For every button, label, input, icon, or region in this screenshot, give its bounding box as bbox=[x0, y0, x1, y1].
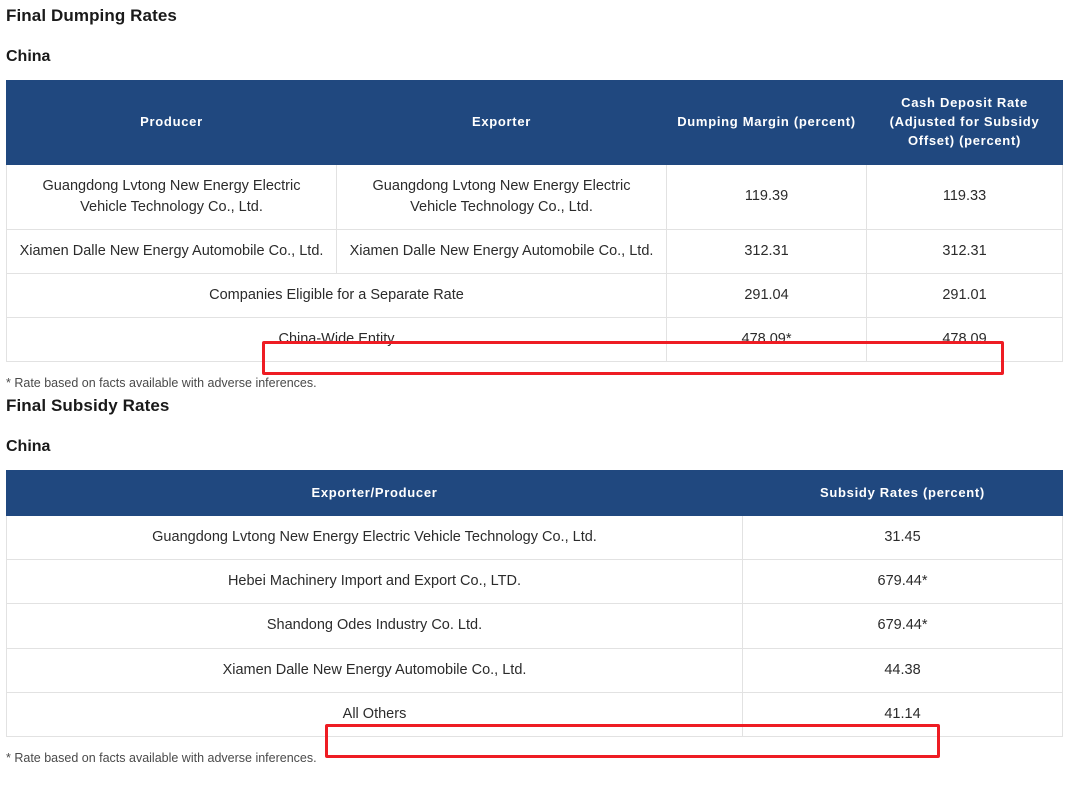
page-title-subsidy: Final Subsidy Rates bbox=[6, 395, 170, 415]
table-row bbox=[7, 648, 1063, 692]
table-row bbox=[7, 516, 1063, 560]
table-row bbox=[7, 560, 1063, 604]
cell-subsidy-rate: 679.44* bbox=[743, 560, 1063, 604]
cell-exporter-producer: Hebei Machinery Import and Export Co., LTD. bbox=[7, 560, 743, 604]
footnote-subsidy: * Rate based on facts available with adverse inferences. bbox=[6, 750, 317, 765]
cell-dumping-margin: 312.31 bbox=[667, 229, 867, 273]
table-row bbox=[7, 273, 1063, 317]
table-header-row bbox=[7, 470, 1063, 516]
cell-subsidy-rate: 41.14 bbox=[743, 692, 1063, 736]
table-row bbox=[7, 604, 1063, 648]
table-row bbox=[7, 164, 1063, 229]
cell-exporter: Guangdong Lvtong New Energy Electric Vehicle Technology Co., Ltd. bbox=[337, 164, 667, 229]
final-dumping-rates-table bbox=[6, 80, 1063, 362]
cell-producer: Guangdong Lvtong New Energy Electric Vehicle Technology Co., Ltd. bbox=[7, 164, 337, 229]
cell-cash-deposit-rate: 312.31 bbox=[867, 229, 1063, 273]
table-row bbox=[7, 229, 1063, 273]
cell-subsidy-rate: 31.45 bbox=[743, 516, 1063, 560]
footnote-dumping: * Rate based on facts available with adverse inferences. bbox=[6, 375, 317, 390]
cell-dumping-margin: 291.04 bbox=[667, 273, 867, 317]
cell-subsidy-rate: 679.44* bbox=[743, 604, 1063, 648]
cell-exporter-producer: Xiamen Dalle New Energy Automobile Co., Ltd. bbox=[7, 648, 743, 692]
table-row-all-others bbox=[7, 692, 1063, 736]
cell-cash-deposit-rate: 478.09 bbox=[867, 317, 1063, 361]
cell-exporter-producer: Guangdong Lvtong New Energy Electric Vehicle Technology Co., Ltd. bbox=[7, 516, 743, 560]
column-header-producer: Producer bbox=[7, 81, 337, 165]
cell-cash-deposit-rate: 119.33 bbox=[867, 164, 1063, 229]
cell-producer: Xiamen Dalle New Energy Automobile Co., Ltd. bbox=[7, 229, 337, 273]
cell-cash-deposit-rate: 291.01 bbox=[867, 273, 1063, 317]
column-header-exporter: Exporter bbox=[337, 81, 667, 165]
page-title-dumping: Final Dumping Rates bbox=[6, 6, 177, 25]
table-header-row bbox=[7, 81, 1063, 165]
column-header-cash-deposit-rate: Cash Deposit Rate (Adjusted for Subsidy Offset) (percent) bbox=[867, 81, 1063, 165]
country-heading-subsidy: China bbox=[6, 437, 51, 455]
cell-exporter-producer: All Others bbox=[7, 692, 743, 736]
column-header-dumping-margin: Dumping Margin (percent) bbox=[667, 81, 867, 165]
column-header-exporter-producer: Exporter/Producer bbox=[7, 470, 743, 516]
cell-dumping-margin: 119.39 bbox=[667, 164, 867, 229]
country-heading-dumping: China bbox=[6, 48, 51, 65]
cell-subsidy-rate: 44.38 bbox=[743, 648, 1063, 692]
cell-exporter-producer: Shandong Odes Industry Co. Ltd. bbox=[7, 604, 743, 648]
cell-exporter: Xiamen Dalle New Energy Automobile Co., Ltd. bbox=[337, 229, 667, 273]
column-header-subsidy-rates: Subsidy Rates (percent) bbox=[743, 470, 1063, 516]
cell-separate-rate-companies: Companies Eligible for a Separate Rate bbox=[7, 273, 667, 317]
final-subsidy-rates-table bbox=[6, 470, 1063, 737]
cell-dumping-margin: 478.09* bbox=[667, 317, 867, 361]
cell-china-wide-entity: China-Wide Entity bbox=[7, 317, 667, 361]
table-row-china-wide-entity bbox=[7, 317, 1063, 361]
